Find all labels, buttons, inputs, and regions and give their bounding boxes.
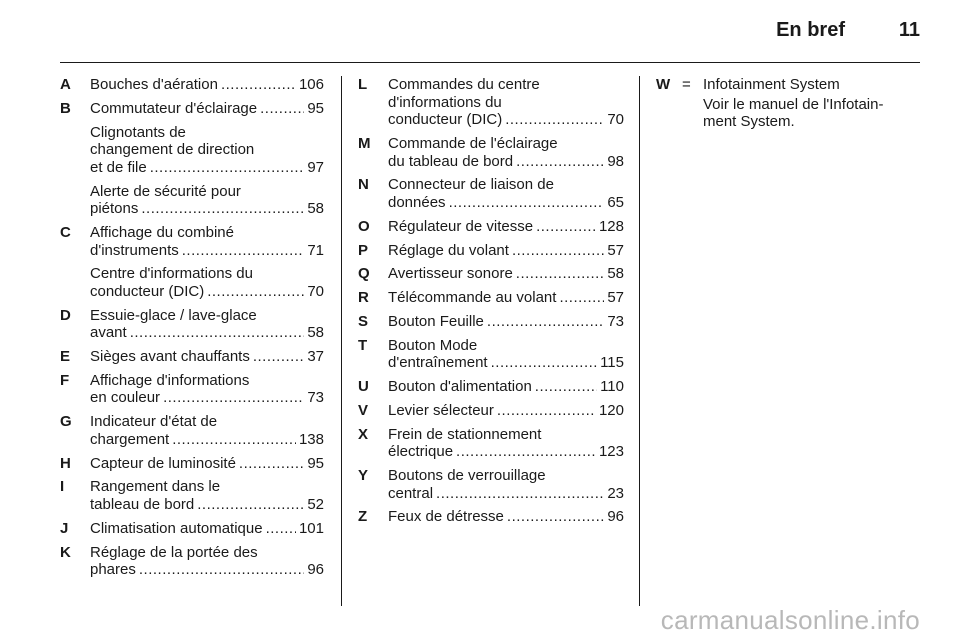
entry-text-line: Sièges avant chauffants	[90, 348, 250, 366]
dot-leader	[516, 265, 605, 283]
entry-final-line	[388, 443, 624, 461]
index-entry	[358, 265, 624, 283]
entry-text-line: Commande de l'éclairage	[388, 134, 558, 152]
entry-letter: R	[358, 289, 369, 307]
entry-final-line	[90, 200, 324, 218]
index-entry	[60, 455, 324, 473]
entry-letter: G	[60, 413, 72, 431]
page-reference[interactable]: 71	[307, 241, 324, 259]
dot-leader	[141, 200, 304, 218]
page-reference[interactable]: 101	[298, 519, 324, 537]
page-reference[interactable]: 128	[598, 217, 624, 235]
page-reference[interactable]: 57	[607, 241, 624, 259]
page-reference[interactable]: 123	[598, 443, 624, 461]
entry-text-line: Commandes du centre	[388, 76, 540, 93]
entry-text-line: Bouches d'aération	[90, 76, 218, 93]
page-number: 11	[898, 19, 920, 41]
dot-leader	[497, 402, 596, 420]
entry-text-line: Boutons de verrouillage	[388, 466, 546, 484]
entry-letter: P	[358, 241, 369, 259]
dot-leader	[182, 242, 305, 260]
index-entry	[358, 337, 624, 372]
dot-leader	[239, 455, 304, 473]
page-reference[interactable]: 97	[307, 158, 324, 176]
entry-final-line	[90, 389, 324, 407]
dot-leader	[260, 100, 304, 118]
reference-line: ment System.	[703, 113, 795, 131]
entry-final-line	[388, 354, 624, 372]
dot-leader	[139, 561, 304, 579]
entry-text-line: Alerte de sécurité pour	[90, 182, 241, 200]
entry-letter: B	[60, 99, 71, 117]
index-column-3	[656, 76, 920, 131]
dot-leader	[150, 159, 305, 177]
entry-final-line	[388, 289, 624, 307]
index-entry	[358, 176, 624, 211]
entry-text-line: électrique	[388, 443, 454, 461]
page-reference[interactable]: 115	[600, 354, 624, 372]
page-reference[interactable]: 110	[600, 378, 624, 395]
page-reference[interactable]: 58	[307, 200, 324, 218]
entry-letter: N	[358, 176, 369, 194]
entry-letter: O	[358, 217, 370, 235]
entry-text-line: Télécommande au volant	[388, 289, 557, 307]
dot-leader	[207, 283, 304, 301]
dot-leader	[221, 76, 296, 94]
index-entry	[358, 289, 624, 307]
index-entry	[60, 183, 324, 218]
dot-leader	[491, 354, 597, 372]
entry-text-line: Essuie-glace / lave-glace	[90, 306, 257, 324]
entry-text-line: chargement	[90, 430, 170, 448]
index-entry	[358, 402, 624, 420]
entry-final-line	[90, 159, 324, 177]
dot-leader	[197, 496, 304, 514]
index-column-2	[358, 76, 624, 532]
entry-letter: M	[358, 134, 371, 152]
dot-leader	[266, 520, 296, 538]
entry-final-line	[388, 242, 624, 260]
entry-text-line: Capteur de luminosité	[90, 454, 236, 472]
entry-final-line	[388, 218, 624, 236]
entry-text-line: Frein de stationnement	[388, 425, 542, 443]
entry-text: Infotainment System	[703, 76, 840, 93]
section-title: En bref	[776, 19, 845, 41]
entry-text-line: piétons	[90, 200, 139, 218]
entry-text-line: d'informations du	[388, 93, 502, 111]
entry-text-line: d'instruments	[90, 241, 179, 259]
index-entry	[60, 100, 324, 118]
page-reference[interactable]: 95	[307, 454, 324, 472]
entry-text-line: Affichage du combiné	[90, 223, 234, 241]
entry-final-line	[388, 153, 624, 171]
entry-letter: S	[358, 312, 369, 330]
entry-final-line	[388, 508, 624, 526]
entry-final-line	[388, 378, 624, 396]
entry-final-line	[90, 100, 324, 118]
page-reference[interactable]: 98	[607, 152, 624, 170]
entry-letter: Y	[358, 466, 369, 484]
entry-text-line: Affichage d'informations	[90, 371, 250, 389]
page-reference[interactable]: 106	[298, 76, 324, 93]
index-entry	[60, 224, 324, 259]
index-entry	[60, 478, 324, 513]
dot-leader	[253, 348, 304, 366]
entry-text-line: Feux de détresse	[388, 508, 504, 526]
entry-text-line: changement de direction	[90, 141, 255, 159]
page-header	[60, 0, 920, 62]
dot-leader	[436, 485, 604, 503]
entry-text-line: Indicateur d'état de	[90, 413, 218, 431]
entry-text-line: Rangement dans le	[90, 478, 221, 496]
dot-leader	[512, 242, 604, 260]
entry-text-line: central	[388, 484, 434, 502]
entry-text-line: Levier sélecteur	[388, 401, 494, 419]
index-column-1	[60, 76, 324, 585]
index-entry	[358, 135, 624, 170]
entry-final-line	[388, 485, 624, 503]
entry-final-line	[90, 324, 324, 342]
entry-final-line	[388, 402, 624, 420]
entry-final-line	[90, 76, 324, 94]
dot-leader	[536, 218, 596, 236]
entry-letter: X	[358, 425, 369, 443]
page-reference[interactable]: 96	[607, 508, 624, 526]
dot-leader	[130, 324, 305, 342]
entry-letter: I	[60, 478, 65, 496]
entry-letter: C	[60, 223, 71, 241]
index-entry	[60, 372, 324, 407]
entry-text-line: Régulateur de vitesse	[388, 217, 534, 235]
entry-final-line	[388, 194, 624, 212]
page-reference[interactable]: 95	[307, 99, 324, 117]
page-reference[interactable]: 73	[307, 389, 324, 407]
entry-final-line	[90, 561, 324, 579]
entry-text-line: Connecteur de liaison de	[388, 176, 554, 194]
entry-letter: Z	[358, 508, 368, 526]
entry-text-line: conducteur (DIC)	[90, 282, 205, 300]
entry-text-line: Commutateur d'éclairage	[90, 99, 258, 117]
dot-leader	[535, 378, 597, 396]
dot-leader	[516, 153, 604, 171]
entry-final-line	[90, 283, 324, 301]
dot-leader	[507, 508, 604, 526]
index-entry	[358, 313, 624, 331]
index-entry	[60, 307, 324, 342]
entry-text-line: Réglage de la portée des	[90, 543, 258, 561]
page-reference[interactable]: 52	[307, 495, 324, 513]
entry-text-line: d'entraînement	[388, 354, 488, 372]
entry-text-line: Avertisseur sonore	[388, 265, 513, 283]
entry-final-line	[90, 431, 324, 449]
page-reference[interactable]: 138	[298, 430, 324, 448]
entry-letter: E	[60, 348, 71, 366]
entry-letter: W	[656, 76, 671, 93]
dot-leader	[559, 289, 604, 307]
index-entry	[60, 124, 324, 177]
index-entry	[60, 544, 324, 579]
entry-reference	[703, 96, 920, 131]
entry-text-line: avant	[90, 324, 127, 342]
entry-letter: U	[358, 378, 369, 395]
entry-final-line	[90, 242, 324, 260]
entry-text-line: Clignotants de	[90, 123, 186, 141]
entry-text-line: et de file	[90, 158, 147, 176]
column-divider-1	[341, 76, 342, 606]
index-entry	[358, 218, 624, 236]
page-reference[interactable]: 73	[607, 312, 624, 330]
entry-final-line	[388, 265, 624, 283]
entry-text-line: Bouton Mode	[388, 336, 478, 354]
column-divider-2	[639, 76, 640, 606]
entry-letter: L	[358, 76, 368, 93]
entry-letter: F	[60, 371, 70, 389]
dot-leader	[456, 443, 596, 461]
index-entry	[358, 467, 624, 502]
index-entry	[358, 508, 624, 526]
dot-leader	[487, 313, 604, 331]
page-reference[interactable]: 23	[607, 484, 624, 502]
entry-final-line	[388, 313, 624, 331]
entry-letter: D	[60, 306, 71, 324]
page-reference[interactable]: 96	[307, 561, 324, 579]
page-reference[interactable]: 57	[607, 289, 624, 307]
page-reference[interactable]: 58	[307, 324, 324, 342]
dot-leader	[172, 431, 296, 449]
entry-text-line: Centre d'informations du	[90, 265, 253, 283]
dot-leader	[505, 111, 604, 129]
entry-text-line: Bouton d'alimentation	[388, 378, 532, 395]
entry-final-line	[90, 455, 324, 473]
watermark: carmanualsonline.info	[660, 605, 920, 635]
entry-final-line	[90, 496, 324, 514]
entry-text-line: en couleur	[90, 389, 161, 407]
entry-final-line	[90, 520, 324, 538]
entry-letter: T	[358, 336, 368, 354]
index-entry	[60, 413, 324, 448]
index-entry	[358, 378, 624, 396]
page-reference[interactable]: 120	[598, 401, 624, 419]
entry-text-line: Bouton Feuille	[388, 312, 484, 330]
entry-letter: A	[60, 76, 71, 93]
entry-text-line: Climatisation automatique	[90, 519, 263, 537]
index-entry	[358, 242, 624, 260]
page-reference[interactable]: 70	[607, 111, 624, 129]
reference-line: Voir le manuel de l'Infotain-	[703, 95, 884, 113]
entry-letter: K	[60, 543, 71, 561]
page-reference[interactable]: 37	[307, 348, 324, 366]
entry-separator: =	[682, 76, 691, 93]
index-entry	[60, 520, 324, 538]
header-rule	[60, 62, 920, 63]
index-entry	[60, 265, 324, 300]
entry-letter: J	[60, 519, 69, 537]
index-entry	[60, 348, 324, 366]
dot-leader	[163, 389, 304, 407]
entry-text-line: données	[388, 193, 446, 211]
page-reference[interactable]: 65	[607, 193, 624, 211]
entry-text-line: phares	[90, 561, 136, 579]
entry-final-line	[388, 111, 624, 129]
index-entry	[358, 426, 624, 461]
entry-text-line: du tableau de bord	[388, 152, 514, 170]
entry-text-line: conducteur (DIC)	[388, 111, 503, 129]
page-reference[interactable]: 70	[307, 282, 324, 300]
entry-letter: Q	[358, 265, 370, 283]
entry-text-line: Réglage du volant	[388, 241, 509, 259]
entry-final-line	[90, 348, 324, 366]
entry-text-line: tableau de bord	[90, 495, 195, 513]
entry-letter: H	[60, 454, 71, 472]
index-entry	[60, 76, 324, 94]
page-reference[interactable]: 58	[607, 265, 624, 283]
dot-leader	[449, 194, 605, 212]
index-entry	[358, 76, 624, 129]
entry-letter: V	[358, 401, 369, 419]
